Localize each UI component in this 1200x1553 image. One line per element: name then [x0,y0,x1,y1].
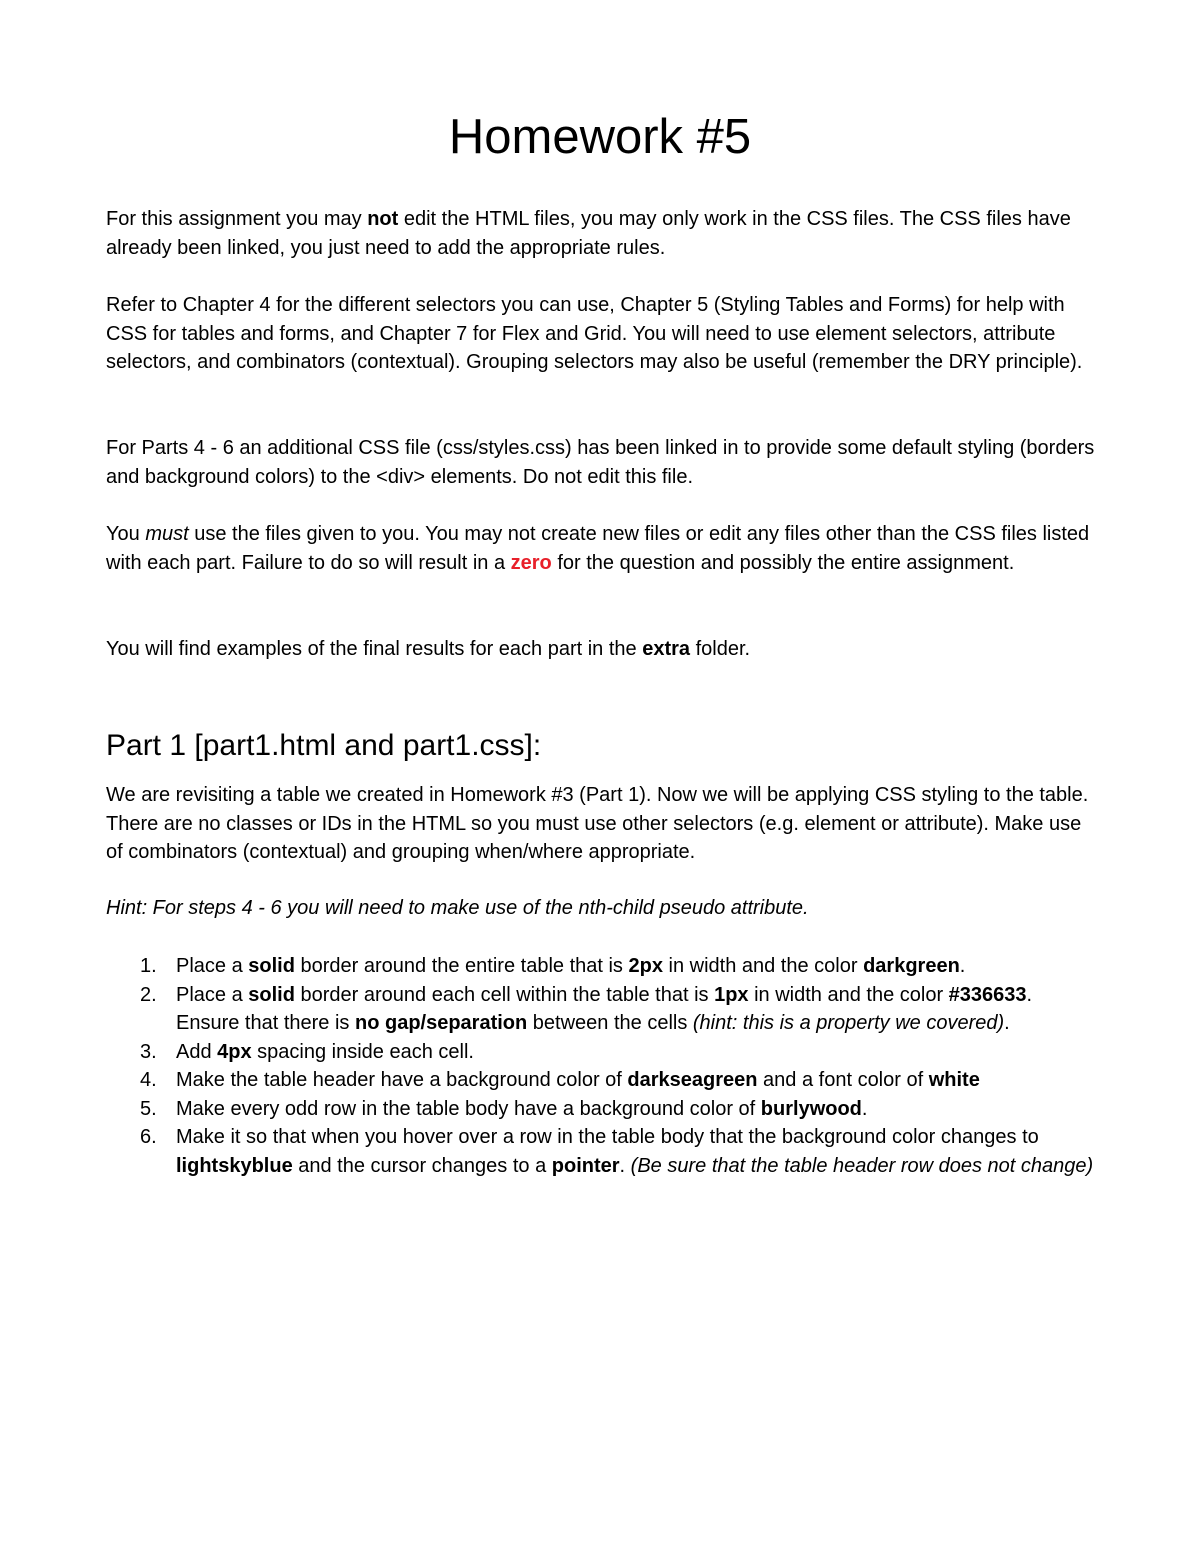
list-item [106,952,1096,981]
step-bold: 1px [714,983,749,1006]
step-bold: burlywood [760,1097,862,1120]
list-item [106,1123,1096,1180]
step-text: . [619,1154,631,1177]
step-text: Place a [176,955,249,977]
step-bold: #336633 [948,983,1027,1006]
intro-p1-bold-not: not [367,208,399,230]
step-text: border around each cell within the table that is [294,983,715,1006]
step-number: 5. [140,1097,157,1120]
step-bold: lightskyblue [176,1154,293,1177]
step-bold: white [928,1069,980,1091]
intro-p4-italic-must: must [145,523,189,545]
list-item [106,1095,1096,1124]
page-title: Homework #5 [448,110,752,164]
step-number: 3. [140,1040,157,1063]
intro-paragraph-5 [106,635,1096,664]
step-bold: pointer [551,1154,620,1177]
step-number: 1. [140,955,157,977]
intro-p5-bold-extra: extra [642,638,691,660]
step-text: and the cursor changes to a [292,1154,552,1177]
step-text: and a font color of [757,1069,929,1091]
step-number: 6. [140,1126,157,1148]
step-text: . Ensure that there is [176,983,1033,1034]
step-bold: darkgreen [863,955,960,977]
step-italic: (Be sure that the table header row does not change) [630,1154,1094,1177]
intro-p1-text-a: For this assignment you may [106,208,368,230]
step-text: border around the entire table that is [294,955,629,977]
intro-paragraph-3: For Parts 4 - 6 an additional CSS file (css/styles.css) has been linked in to provide some default styling (borders and background colors) to the <div> elements. Do not edit this file. [106,437,1095,488]
intro-p4-text-a: You [106,523,146,545]
step-text: spacing inside each cell. [251,1040,474,1063]
list-item [106,1066,1096,1095]
step-text: . [959,955,966,977]
step-bold: solid [248,955,295,977]
part1-hint: Hint: For steps 4 - 6 you will need to make use of the nth-child pseudo attribute. [106,897,809,919]
intro-p1-text-c: edit the HTML files, you may only work in the CSS files. The CSS files have already been linked, you just need to add the appropriate rules. [106,208,1071,259]
part1-description: We are revisiting a table we created in Homework #3 (Part 1). Now we will be applying CSS styling to the table. There are no classes or IDs in the HTML so you must use other selectors (e.g. element or attribute). Make use of combinators (contextual) and grouping when/where appropriate. [106,784,1089,863]
intro-p4-text-c: use the files given to you. You may not create new files or edit any files other than the CSS files listed with each part. Failure to do so will result in a [106,523,1090,574]
step-italic: (hint: this is a property we covered) [692,1012,1005,1034]
intro-paragraph-1 [106,205,1096,262]
step-number: 4. [140,1069,157,1091]
step-bold: no gap/separation [354,1012,528,1034]
intro-p4-zero-emphasis: zero [510,551,552,574]
step-text: . [1004,1012,1010,1034]
intro-p5-text-c: folder. [690,638,751,660]
step-text: Make the table header have a background color of [176,1069,628,1091]
step-bold: 2px [628,955,663,977]
part1-steps-list [106,952,1096,1180]
intro-p5-text-a: You will find examples of the final results for each part in the [106,638,643,660]
step-text: Make it so that when you hover over a row in the table body that the background color changes to [176,1126,1039,1148]
part1-heading: Part 1 [part1.html and part1.css]: [106,729,542,762]
step-text: in width and the color [748,983,949,1006]
intro-paragraph-2: Refer to Chapter 4 for the different selectors you can use, Chapter 5 (Styling Tables and Forms) for help with CSS for tables and forms, and Chapter 7 for Flex and Grid. You will need to use element selectors, attribute selectors, and combinators (contextual). Grouping selectors may also be useful (remember the DRY principle). [106,294,1083,373]
step-bold: darkseagreen [627,1069,758,1091]
step-text: Make every odd row in the table body have a background color of [176,1097,761,1120]
step-text: Add [176,1040,218,1063]
list-item [106,981,1096,1038]
step-bold: solid [248,983,295,1006]
intro-paragraph-4 [106,520,1096,577]
step-text: . [861,1097,868,1120]
step-text: between the cells [527,1012,693,1034]
intro-p4-text-e: for the question and possibly the entire assignment. [551,551,1015,574]
list-item [106,1038,1096,1067]
step-text: in width and the color [662,955,864,977]
step-bold: 4px [217,1040,252,1063]
step-number: 2. [140,983,157,1006]
step-text: Place a [176,983,249,1006]
